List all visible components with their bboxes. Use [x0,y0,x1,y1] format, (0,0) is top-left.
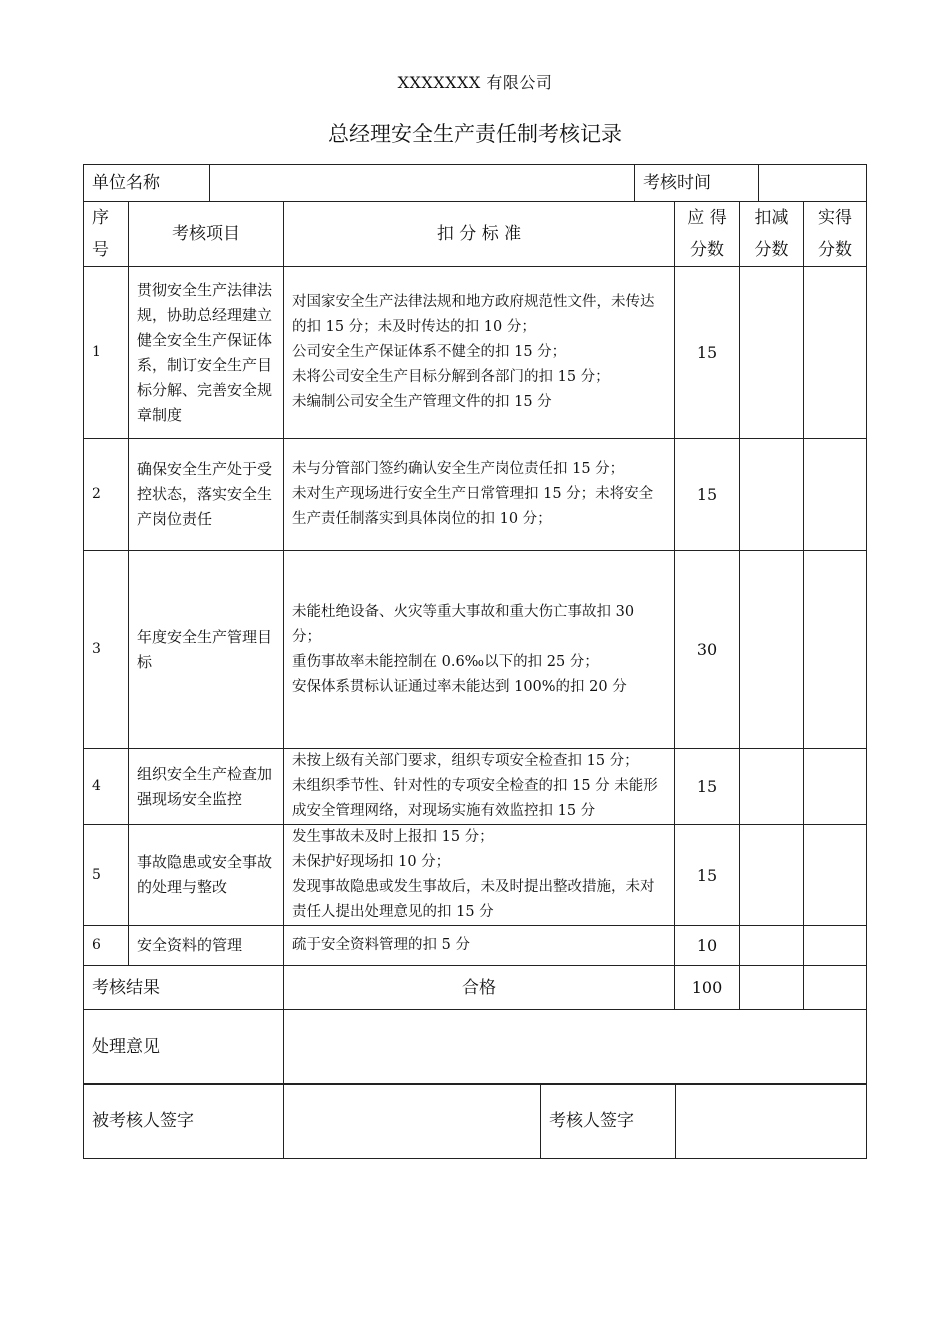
assessment-item: 安全资料的管理 [129,926,284,966]
result-row [84,966,867,1010]
should-score: 15 [675,825,740,926]
deduction-standard [284,439,675,551]
standard-line: 疏于安全资料管理的扣 5 分 [292,937,470,953]
column-header-seq: 序号 [84,202,129,267]
deduct-score[interactable] [740,439,804,551]
opinion-row [84,1010,867,1085]
should-score: 15 [675,749,740,825]
actual-score[interactable] [804,439,867,551]
row-number: 1 [84,267,129,439]
column-header-actual-score: 实得 分数 [804,202,867,267]
total-deduct[interactable] [740,966,804,1010]
table-row [84,926,867,966]
opinion-label: 处理意见 [84,1010,284,1085]
standard-line: 未按上级有关部门要求，组织专项安全检查扣 15 分； [292,753,639,769]
standard-line: 发生事故未及时上报扣 15 分； [292,829,494,845]
deduct-score[interactable] [740,267,804,439]
page-title: 总经理安全生产责任制考核记录 [328,122,622,146]
table-row [84,267,867,439]
deduct-score[interactable] [740,551,804,749]
row-number: 6 [84,926,129,966]
row-number: 5 [84,825,129,926]
actual-score[interactable] [804,825,867,926]
deduction-standard [284,749,675,825]
column-header-should-score: 应 得 分数 [675,202,740,267]
deduction-standard [284,825,675,926]
standard-line: 安保体系贯标认证通过率未能达到 100%的扣 20 分 [292,678,627,695]
standard-line: 未编制公司安全生产管理文件的扣 15 分 [292,394,552,410]
deduct-score[interactable] [740,926,804,966]
standard-line: 公司安全生产保证体系不健全的扣 15 分； [292,344,567,360]
table-row [84,825,867,926]
should-score: 10 [675,926,740,966]
deduct-score[interactable] [740,825,804,926]
table-row [84,551,867,749]
actual-score[interactable] [804,551,867,749]
assessment-item: 贯彻安全生产法律法规，协助总经理建立健全安全生产保证体系，制订安全生产目标分解、完善安全规章制度 [129,267,284,439]
examinee-signature-field[interactable] [284,1084,541,1159]
table-row [84,749,867,825]
row-number: 4 [84,749,129,825]
examiner-signature-label: 考核人签字 [541,1084,676,1159]
total-actual[interactable] [804,966,867,1010]
deduction-standard [284,926,675,966]
signature-table [83,1083,867,1159]
should-score: 15 [675,439,740,551]
total-score: 100 [675,966,740,1010]
column-header-row [84,202,867,267]
column-header-item: 考核项目 [129,202,284,267]
standard-line: 未能杜绝设备、火灾等重大事故和重大伤亡事故扣 30 分； [292,603,635,645]
assessment-item: 事故隐患或安全事故的处理与整改 [129,825,284,926]
info-row [84,165,867,202]
standard-line: 未组织季节性、针对性的专项安全检查的扣 15 分 未能形成安全管理网络，对现场实施有效监控扣 15 分 [292,778,658,819]
row-number: 3 [84,551,129,749]
row-number: 2 [84,439,129,551]
examinee-signature-label: 被考核人签字 [84,1084,284,1159]
deduction-standard [284,267,675,439]
standard-line: 未对生产现场进行安全生产日常管理扣 15 分；未将安全生产责任制落实到具体岗位的扣 10 分； [292,486,654,527]
company-name: XXXXXXX 有限公司 [397,73,553,92]
actual-score[interactable] [804,749,867,825]
unit-name-field[interactable] [210,165,635,202]
assessment-item: 组织安全生产检查加强现场安全监控 [129,749,284,825]
standard-line: 重伤事故率未能控制在 0.6‰以下的扣 25 分； [292,653,599,670]
should-score: 15 [675,267,740,439]
table-row [84,439,867,551]
deduct-score[interactable] [740,749,804,825]
criteria-table [83,201,867,1085]
standard-line: 对国家安全生产法律法规和地方政府规范性文件，未传达的扣 15 分；未及时传达的扣 10 分； [292,294,655,335]
column-header-standard: 扣 分 标 准 [284,202,675,267]
actual-score[interactable] [804,267,867,439]
assessment-time-label: 考核时间 [635,165,759,202]
standard-line: 未与分管部门签约确认安全生产岗位责任扣 15 分； [292,461,625,477]
assessment-time-field[interactable] [759,165,867,202]
should-score: 30 [675,551,740,749]
result-label: 考核结果 [84,966,284,1010]
assessment-item: 确保安全生产处于受控状态，落实安全生产岗位责任 [129,439,284,551]
signature-row [84,1084,867,1159]
assessment-item: 年度安全生产管理目标 [129,551,284,749]
standard-line: 未保护好现场扣 10 分； [292,854,451,870]
deduction-standard [284,551,675,749]
examiner-signature-field[interactable] [676,1084,867,1159]
opinion-field[interactable] [284,1010,867,1085]
unit-name-label: 单位名称 [84,165,210,202]
column-header-deduct-score: 扣减 分数 [740,202,804,267]
assessment-table [83,164,867,202]
standard-line: 未将公司安全生产目标分解到各部门的扣 15 分； [292,369,610,385]
result-value: 合格 [284,966,675,1010]
actual-score[interactable] [804,926,867,966]
standard-line: 发现事故隐患或发生事故后，未及时提出整改措施，未对责任人提出处理意见的扣 15 分 [292,879,655,920]
